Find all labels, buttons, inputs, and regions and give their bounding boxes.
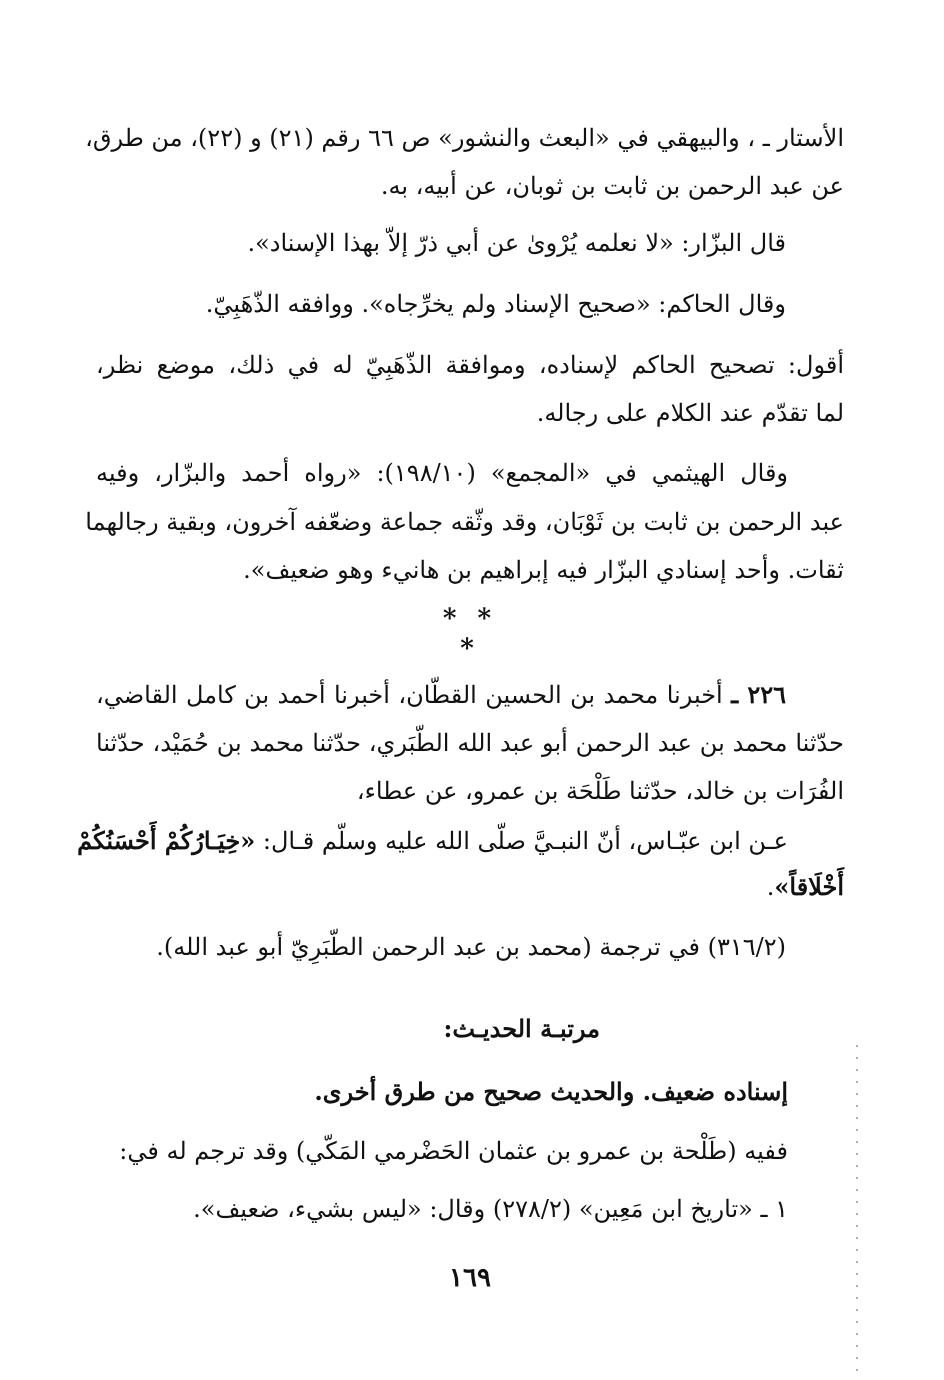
text-line: ١ ـ «تاريخ ابن مَعِين» (٢٧٨/٢) وقال: «ليس بشيء، ضعيف». bbox=[193, 1195, 788, 1223]
hadith-line: حدّثنا محمد بن عبد الرحمن أبو عبد الله الطّبَري، حدّثنا محمد بن حُمَيْد، حدّثنا bbox=[96, 729, 844, 757]
text-line: ثقات. وأحد إسنادي البزّار فيه إبراهيم بن هانيء وهو ضعيف». bbox=[243, 556, 844, 584]
hadith-line: الفُرَات بن خالد، حدّثنا طَلْحَة بن عمرو، عن عطاء، bbox=[356, 777, 844, 805]
hadith-line bbox=[96, 680, 786, 710]
hadith-number: ٢٢٦ ـ bbox=[731, 680, 786, 709]
text-line: عن عبد الرحمن بن ثابت بن ثوبان، عن أبيه، به. bbox=[380, 172, 844, 200]
text-line: عبد الرحمن بن ثابت بن ثَوْبَان، وقد وثّقه جماعة وضعّفه آخرون، وبقية رجالهما bbox=[85, 508, 844, 536]
page-number: ١٦٩ bbox=[449, 1263, 491, 1293]
section-separator: * * * bbox=[442, 604, 498, 664]
text-line: ففيه (طَلْحة بن عمرو بن عثمان الحَضْرمي المَكّي) وقد ترجم له في: bbox=[119, 1137, 788, 1165]
hadith-matn: «خِيَـارُكُمْ أَحْسَنُكُمْ bbox=[77, 826, 256, 855]
verdict-line: إسناده ضعيف. والحديث صحيح من طرق أخرى. bbox=[314, 1077, 788, 1106]
text-line: أقول: تصحيح الحاكم لإسناده، وموافقة الذّهَبِيّ له في ذلك، موضع نظر، bbox=[96, 351, 844, 379]
reference-note: (٣١٦/٢) في ترجمة (محمد بن عبد الرحمن الطّبَرِيّ أبو عبد الله). bbox=[156, 933, 786, 961]
text-line: قال البزّار: «لا نعلمه يُرْوىٰ عن أبي ذرّ إلاّ بهذا الإسناد». bbox=[247, 229, 786, 257]
hadith-text: . bbox=[766, 873, 775, 901]
hadith-matn: أَخْلَاقاً» bbox=[774, 872, 844, 901]
hadith-line bbox=[77, 826, 788, 856]
text-line: وقال الهيثمي في «المجمع» (١٩٨/١٠): «رواه أحمد والبزّار، وفيه bbox=[96, 459, 789, 487]
text-line: لما تقدّم عند الكلام على رجاله. bbox=[536, 399, 844, 427]
hadith-text: عـن ابن عبّـاس، أنّ النبـيَّ صلّى الله عليه وسلّم قـال: bbox=[255, 827, 788, 855]
hadith-line bbox=[767, 872, 844, 902]
text-line: الأستار ـ ، والبيهقي في «البعث والنشور» ص ٦٦ رقم (٢١) و (٢٢)، من طرق، bbox=[85, 124, 844, 152]
hadith-text: أخبرنا محمد بن الحسين القطّان، أخبرنا أحمد بن كامل القاضي، bbox=[96, 681, 723, 709]
text-line: وقال الحاكم: «صحيح الإسناد ولم يخرِّجاه». ووافقه الذّهَبِيّ. bbox=[205, 290, 786, 318]
section-heading: مرتبـة الحديـث: bbox=[443, 1014, 600, 1043]
scan-edge-marks bbox=[855, 1040, 859, 1380]
